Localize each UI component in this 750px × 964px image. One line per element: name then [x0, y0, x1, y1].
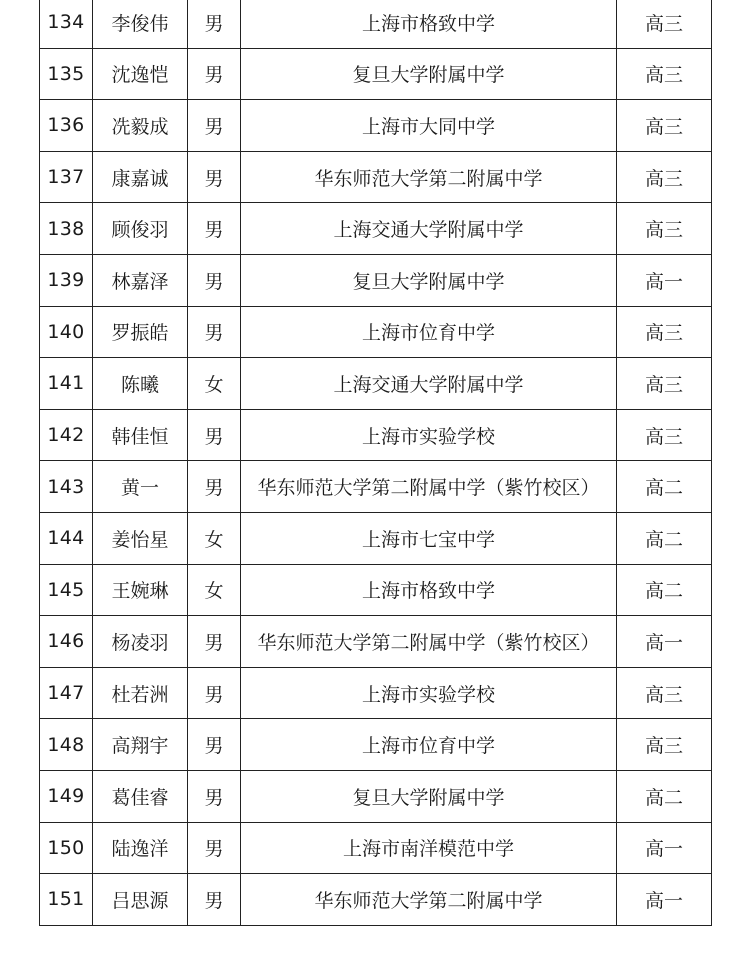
gender-cell: 男 [188, 667, 241, 719]
grade-cell: 高三 [617, 306, 712, 358]
school-cell: 上海交通大学附属中学 [241, 358, 617, 410]
student-name-cell: 康嘉诚 [93, 151, 188, 203]
gender-cell: 男 [188, 100, 241, 152]
student-name-cell: 林嘉泽 [93, 254, 188, 306]
gender-cell: 男 [188, 254, 241, 306]
row-number-cell: 134 [40, 0, 93, 48]
gender-cell: 女 [188, 358, 241, 410]
school-cell: 华东师范大学第二附属中学 [241, 874, 617, 926]
gender-cell: 男 [188, 719, 241, 771]
school-cell: 上海市大同中学 [241, 100, 617, 152]
grade-cell: 高一 [617, 874, 712, 926]
row-number-cell: 149 [40, 770, 93, 822]
gender-cell: 男 [188, 770, 241, 822]
row-number-cell: 146 [40, 616, 93, 668]
student-name-cell: 姜怡星 [93, 512, 188, 564]
grade-cell: 高三 [617, 203, 712, 255]
grade-cell: 高三 [617, 409, 712, 461]
row-number-cell: 145 [40, 564, 93, 616]
grade-cell: 高三 [617, 667, 712, 719]
table-row [40, 203, 712, 255]
grade-cell: 高一 [617, 616, 712, 668]
student-name-cell: 杜若洲 [93, 667, 188, 719]
table-row [40, 564, 712, 616]
row-number-cell: 150 [40, 822, 93, 874]
student-name-cell: 杨凌羽 [93, 616, 188, 668]
gender-cell: 男 [188, 306, 241, 358]
table-row [40, 770, 712, 822]
row-number-cell: 140 [40, 306, 93, 358]
row-number-cell: 136 [40, 100, 93, 152]
gender-cell: 男 [188, 0, 241, 48]
gender-cell: 男 [188, 874, 241, 926]
grade-cell: 高三 [617, 358, 712, 410]
school-cell: 复旦大学附属中学 [241, 770, 617, 822]
grade-cell: 高三 [617, 0, 712, 48]
table-row [40, 512, 712, 564]
row-number-cell: 135 [40, 48, 93, 100]
gender-cell: 男 [188, 822, 241, 874]
table-row [40, 461, 712, 513]
school-cell: 上海市七宝中学 [241, 512, 617, 564]
student-name-cell: 陆逸洋 [93, 822, 188, 874]
grade-cell: 高三 [617, 719, 712, 771]
table-row [40, 719, 712, 771]
row-number-cell: 143 [40, 461, 93, 513]
school-cell: 上海市位育中学 [241, 306, 617, 358]
table-row [40, 874, 712, 926]
grade-cell: 高一 [617, 822, 712, 874]
student-name-cell: 罗振皓 [93, 306, 188, 358]
table-row [40, 306, 712, 358]
student-name-cell: 黄一 [93, 461, 188, 513]
grade-cell: 高一 [617, 254, 712, 306]
grade-cell: 高三 [617, 48, 712, 100]
row-number-cell: 142 [40, 409, 93, 461]
school-cell: 上海市格致中学 [241, 564, 617, 616]
gender-cell: 男 [188, 461, 241, 513]
table-row [40, 151, 712, 203]
table-row [40, 822, 712, 874]
row-number-cell: 148 [40, 719, 93, 771]
row-number-cell: 138 [40, 203, 93, 255]
school-cell: 华东师范大学第二附属中学（紫竹校区） [241, 616, 617, 668]
school-cell: 华东师范大学第二附属中学（紫竹校区） [241, 461, 617, 513]
row-number-cell: 151 [40, 874, 93, 926]
gender-cell: 女 [188, 512, 241, 564]
table-row [40, 409, 712, 461]
school-cell: 华东师范大学第二附属中学 [241, 151, 617, 203]
grade-cell: 高三 [617, 100, 712, 152]
student-name-cell: 吕思源 [93, 874, 188, 926]
gender-cell: 男 [188, 409, 241, 461]
school-cell: 上海市位育中学 [241, 719, 617, 771]
gender-cell: 男 [188, 151, 241, 203]
student-name-cell: 李俊伟 [93, 0, 188, 48]
student-name-cell: 沈逸恺 [93, 48, 188, 100]
grade-cell: 高二 [617, 461, 712, 513]
student-name-cell: 顾俊羽 [93, 203, 188, 255]
grade-cell: 高二 [617, 512, 712, 564]
school-cell: 复旦大学附属中学 [241, 48, 617, 100]
gender-cell: 女 [188, 564, 241, 616]
gender-cell: 男 [188, 203, 241, 255]
row-number-cell: 141 [40, 358, 93, 410]
gender-cell: 男 [188, 48, 241, 100]
student-name-cell: 王婉琳 [93, 564, 188, 616]
student-name-cell: 陈曦 [93, 358, 188, 410]
student-list-table [39, 0, 712, 926]
school-cell: 上海市格致中学 [241, 0, 617, 48]
table-row [40, 254, 712, 306]
row-number-cell: 137 [40, 151, 93, 203]
row-number-cell: 144 [40, 512, 93, 564]
grade-cell: 高二 [617, 564, 712, 616]
school-cell: 上海市实验学校 [241, 667, 617, 719]
school-cell: 上海市南洋模范中学 [241, 822, 617, 874]
student-name-cell: 高翔宇 [93, 719, 188, 771]
grade-cell: 高二 [617, 770, 712, 822]
table-row [40, 358, 712, 410]
table-body [40, 0, 712, 925]
table-row [40, 616, 712, 668]
student-name-cell: 冼毅成 [93, 100, 188, 152]
table-row [40, 0, 712, 48]
table-row [40, 100, 712, 152]
school-cell: 复旦大学附属中学 [241, 254, 617, 306]
table-row [40, 667, 712, 719]
grade-cell: 高三 [617, 151, 712, 203]
row-number-cell: 139 [40, 254, 93, 306]
student-name-cell: 韩佳恒 [93, 409, 188, 461]
student-list-table-container [39, 0, 711, 926]
student-name-cell: 葛佳睿 [93, 770, 188, 822]
school-cell: 上海交通大学附属中学 [241, 203, 617, 255]
row-number-cell: 147 [40, 667, 93, 719]
table-row [40, 48, 712, 100]
school-cell: 上海市实验学校 [241, 409, 617, 461]
gender-cell: 男 [188, 616, 241, 668]
